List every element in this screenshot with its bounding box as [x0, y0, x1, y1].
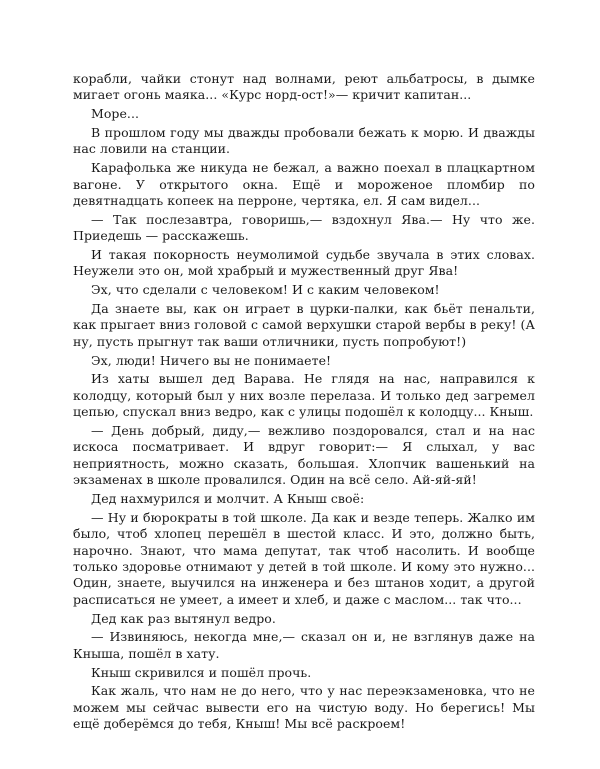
- paragraph: Кныш скривился и пошёл прочь.: [91, 664, 312, 680]
- paragraph: Эх, люди! Ничего вы не понимаете!: [91, 352, 332, 368]
- paragraph: Дед как раз вытянул ведро.: [91, 610, 276, 626]
- paragraph: — День добрый, диду,— вежливо поздоровался, стал и на нас искоса посматривает. И вдруг говорит:— Я слыхал, у вас неприятность, можно сказать, большая. Хлопчик вашенький на экзаменах в школе провалился. Один на всё село. Ай-яй-яй!: [73, 423, 535, 488]
- paragraph: Дед нахмурился и молчит. А Кныш своё:: [91, 491, 365, 507]
- paragraph: Из хаты вышел дед Варава. Не глядя на нас, направился к колодцу, который был у них возле перелаза. И только дед загремел цепью, спускал вниз ведро, как с улицы подошёл к колодцу... Кныш.: [73, 371, 535, 420]
- paragraph: Как жаль, что нам не до него, что у нас переэкзаменовка, что не можем мы сейчас вывести его на чистую воду. Но берегись! Мы ещё доберёмся до тебя, Кныш! Мы всё раскроем!: [73, 683, 535, 732]
- paragraph: Карафолька же никуда не бежал, а важно поехал в плацкартном вагоне. У открытого окна. Ещё и мороженое пломбир по девятнадцать копеек на перроне, чертяка, ел. Я сам видел...: [73, 160, 535, 209]
- paragraph: — Ну и бюрократы в той школе. Да как и везде теперь. Жалко им было, чтоб хлопец перешёл в шестой класс. И это, должно быть, нарочно. Знают, что мама депутат, так чтоб насолить. И вообще только здоровье отнимают у детей в той школе. И кому это нужно... Один, знаете, выучился на инженера и без штанов ходит, а другой расписаться не умеет, а имеет и хлеб, и даже с маслом... так что...: [73, 509, 535, 607]
- paragraph: В прошлом году мы дважды пробовали бежать к морю. И дважды нас ловили на станции.: [73, 125, 535, 157]
- paragraph: — Так послезавтра, говоришь,— вздохнул Ява.— Ну что же. Приедешь — расскажешь.: [73, 211, 535, 244]
- paragraph: корабли, чайки стонут над волнами, реют альбатросы, в дымке мигает огонь маяка... «Курс норд-ост!»— кричит капитан...: [73, 71, 535, 103]
- page-text: [73, 71, 535, 735]
- paragraph: Да знаете вы, как он играет в цурки-палки, как бьёт пенальти, как прыгает вниз головой с самой верхушки старой вербы в реку! (А ну, пусть прыгнут так ваши отличники, пусть попробуют!): [73, 301, 535, 349]
- paragraph: Эх, что сделали с человеком! И с каким человеком!: [91, 282, 440, 298]
- paragraph: И такая покорность неумолимой судьбе звучала в этих словах. Неужели это он, мой храбрый и мужественный друг Ява!: [73, 247, 535, 279]
- paragraph: — Извиняюсь, некогда мне,— сказал он и, не взглянув даже на Кныша, пошёл в хату.: [73, 629, 535, 661]
- paragraph: Море...: [91, 106, 139, 122]
